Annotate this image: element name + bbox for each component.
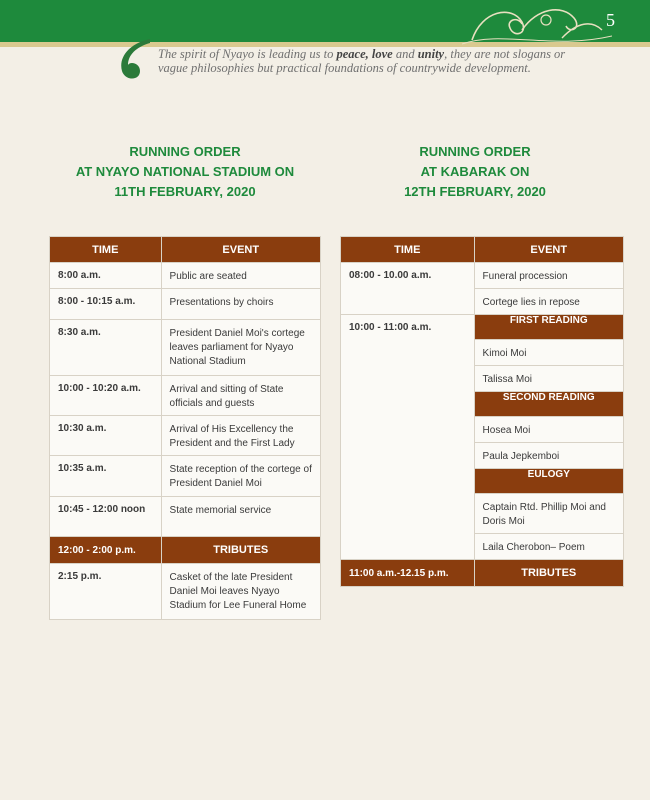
band-time: 12:00 - 2:00 p.m. bbox=[50, 537, 162, 564]
row-time: 2:15 p.m. bbox=[50, 564, 162, 620]
col-time-header: TIME bbox=[341, 237, 475, 263]
row-time: 08:00 - 10.00 a.m. bbox=[341, 263, 475, 315]
row-event: Hosea Moi bbox=[474, 417, 623, 443]
row-event: President Daniel Moi's cortege leaves parliament for Nyayo National Stadium bbox=[161, 320, 320, 376]
col-event-header: EVENT bbox=[161, 237, 320, 263]
right-heading: RUNNING ORDER AT KABARAK ON 12TH FEBRUARY, 2020 bbox=[404, 144, 546, 199]
row-event: Arrival of His Excellency the President and the First Lady bbox=[161, 416, 320, 456]
table-header-row bbox=[50, 237, 321, 263]
row-event: Captain Rtd. Phillip Moi and Doris Moi bbox=[474, 494, 623, 534]
row-event: Funeral procession bbox=[474, 263, 623, 289]
col-event-header: EVENT bbox=[474, 237, 623, 263]
swirl-ornament bbox=[462, 0, 612, 46]
col-time-header: TIME bbox=[50, 237, 162, 263]
band-title: TRIBUTES bbox=[474, 560, 623, 587]
table-row bbox=[50, 416, 321, 456]
row-time: 10:45 - 12:00 noon bbox=[50, 497, 162, 537]
band-title: TRIBUTES bbox=[161, 537, 320, 564]
row-event: Casket of the late President Daniel Moi leaves Nyayo Stadium for Lee Funeral Home bbox=[161, 564, 320, 620]
row-event: Paula Jepkemboi bbox=[474, 443, 623, 469]
row-time: 8:30 a.m. bbox=[50, 320, 162, 376]
second-reading-heading: SECOND READING bbox=[474, 392, 623, 417]
left-heading: RUNNING ORDER AT NYAYO NATIONAL STADIUM ON 11TH FEBRUARY, 2020 bbox=[75, 144, 295, 199]
row-event: State memorial service bbox=[161, 497, 320, 537]
tributes-band-row bbox=[50, 537, 321, 564]
table-row bbox=[341, 263, 624, 289]
row-event: Public are seated bbox=[161, 263, 320, 289]
row-time: 10:00 - 11:00 a.m. bbox=[341, 315, 475, 560]
row-event: Presentations by choirs bbox=[161, 289, 320, 320]
table-row bbox=[50, 376, 321, 416]
row-event: State reception of the cortege of President Daniel Moi bbox=[161, 456, 320, 497]
row-event: Laila Cherobon– Poem bbox=[474, 534, 623, 560]
row-event: Talissa Moi bbox=[474, 366, 623, 392]
table-row bbox=[50, 456, 321, 497]
nyayo-schedule-table bbox=[49, 236, 321, 620]
table-header-row bbox=[341, 237, 624, 263]
table-row bbox=[50, 320, 321, 376]
opening-quote-icon bbox=[110, 33, 158, 83]
row-event: Cortege lies in repose bbox=[474, 289, 623, 315]
table-row bbox=[50, 564, 321, 620]
row-event: Kimoi Moi bbox=[474, 340, 623, 366]
eulogy-heading: EULOGY bbox=[474, 469, 623, 494]
row-event: Arrival and sitting of State officials and guests bbox=[161, 376, 320, 416]
table-row bbox=[50, 497, 321, 537]
band-time: 11:00 a.m.-12.15 p.m. bbox=[341, 560, 475, 587]
row-time: 10:35 a.m. bbox=[50, 456, 162, 497]
row-time: 8:00 a.m. bbox=[50, 263, 162, 289]
table-row bbox=[50, 289, 321, 320]
section-row bbox=[341, 315, 624, 340]
first-reading-heading: FIRST READING bbox=[474, 315, 623, 340]
tributes-band-row bbox=[341, 560, 624, 587]
page-number: 5 bbox=[606, 10, 615, 30]
table-row bbox=[50, 263, 321, 289]
row-time: 10:30 a.m. bbox=[50, 416, 162, 456]
pull-quote: The spirit of Nyayo is leading us to peace, love and unity, they are not slogans or vague philosophies but practical foundations of countrywide development. bbox=[158, 47, 566, 75]
row-time: 8:00 - 10:15 a.m. bbox=[50, 289, 162, 320]
kabarak-schedule-table bbox=[340, 236, 624, 587]
row-time: 10:00 - 10:20 a.m. bbox=[50, 376, 162, 416]
